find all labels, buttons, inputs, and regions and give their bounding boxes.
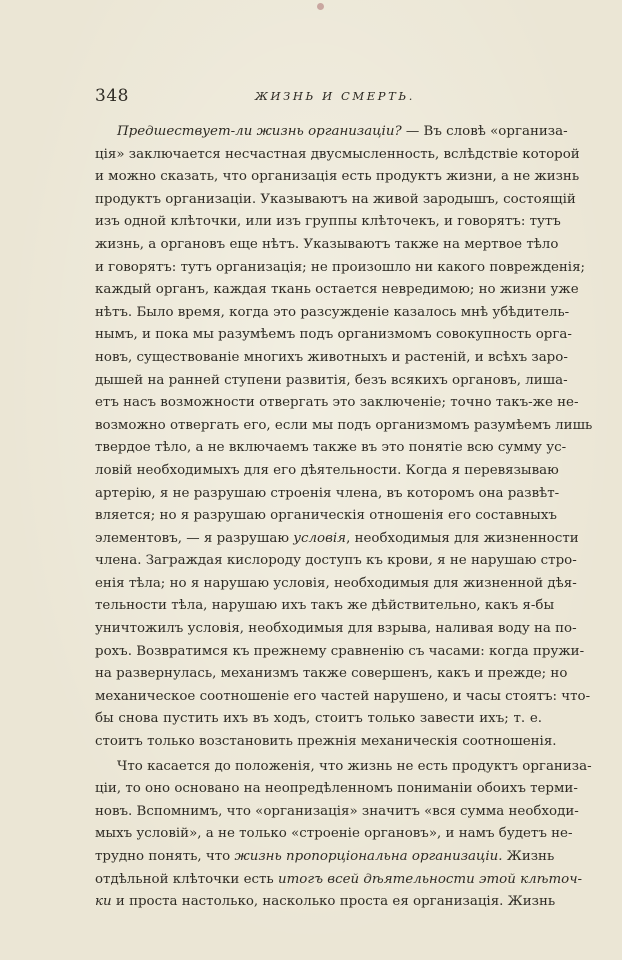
text-line [95, 618, 577, 641]
text-run: механическое соотношеніе его частей нарушено, и часы стоятъ: что- [95, 688, 591, 704]
page-header [95, 86, 555, 110]
italic-text: Предшествует-ли жизнь организаціи? [117, 124, 402, 139]
text-line [95, 189, 576, 212]
text-run: уничтожилъ условія, необходимыя для взрыва, наливая воду на по- [95, 621, 577, 637]
text-line [95, 347, 568, 370]
text-run: мыхъ условій», а не только «строеніе органовъ», и намъ будетъ не- [95, 826, 573, 842]
text-run: жизнь, а органовъ еще нѣтъ. Указываютъ также на мертвое тѣло [95, 236, 559, 252]
paragraph-1 [95, 121, 593, 754]
text-line [95, 324, 572, 347]
text-line [95, 778, 578, 801]
text-run: енія тѣла; но я нарушаю условія, необходимыя для жизненной дѣя- [95, 575, 577, 591]
text-run: нымъ, и пока мы разумѣемъ подъ организмомъ совокупность орга- [95, 327, 572, 343]
text-run: , необходимыя для жизненности [346, 530, 579, 546]
text-line [95, 823, 573, 846]
paragraph-2 [95, 756, 592, 914]
text-run: члена. Заграждая кислороду доступъ къ крови, я не нарушаю стро- [95, 553, 577, 569]
text-run: вляется; но я разрушаю органическія отношенія его составныхъ [95, 508, 557, 524]
text-run: Что касается до положенія, что жизнь не есть продуктъ организа- [117, 758, 592, 774]
text-run: отдѣльной клѣточки есть [95, 871, 278, 887]
text-line [95, 801, 579, 824]
italic-text: жизнь пропорціональна организаціи. [234, 849, 503, 864]
ink-spot [317, 3, 324, 10]
text-run: Жизнь [502, 849, 555, 864]
text-run: каждый органъ, каждая ткань остается невредимою; но жизни уже [95, 282, 579, 298]
running-head: ЖИЗНЬ И СМЕРТЬ. [255, 89, 416, 103]
text-line [95, 846, 555, 869]
text-run: возможно отвергать его, если мы подъ организмомъ разумѣемъ лишь [95, 417, 593, 433]
text-run: дышей на ранней ступени развитія, безъ всякихъ органовъ, лиша- [95, 372, 568, 388]
text-run: твердое тѣло, а не включаемъ также въ это понятіе всю сумму ус- [95, 440, 567, 456]
text-run: ловій необходимыхъ для его дѣятельности. Когда я перевязываю [95, 462, 559, 478]
text-line [95, 121, 568, 144]
italic-text: условія [293, 530, 347, 546]
italic-text: ки [95, 894, 112, 910]
text-line [95, 641, 585, 664]
text-line [95, 573, 577, 596]
text-line [95, 708, 542, 731]
text-run: новъ. Вспомнимъ, что «организація» значитъ «вся сумма необходи- [95, 803, 579, 819]
text-line [95, 257, 586, 280]
text-line [95, 211, 561, 234]
text-run: тельности тѣла, нарушаю ихъ такъ же дѣйствительно, какъ я-бы [95, 598, 555, 614]
text-run: — Въ словѣ «организа- [401, 124, 568, 139]
text-run: нѣтъ. Было время, когда это разсужденіе казалось мнѣ убѣдитель- [95, 304, 570, 320]
text-line [95, 891, 556, 914]
text-line [95, 528, 579, 551]
text-line [95, 505, 557, 528]
text-line [95, 415, 593, 438]
text-line [95, 302, 570, 325]
text-line [95, 731, 557, 754]
text-run: изъ одной клѣточки, или изъ группы клѣточекъ, и говорятъ: тутъ [95, 214, 561, 230]
text-run: рохъ. Возвратимся къ прежнему сравненію съ часами: когда пружи- [95, 643, 585, 659]
text-run: и говорятъ: тутъ организація; не произошло ни какого поврежденія; [95, 259, 586, 275]
text-run: артерію, я не разрушаю строенія члена, въ которомъ она развѣт- [95, 485, 560, 501]
text-line [95, 392, 579, 415]
text-line [95, 595, 555, 618]
text-run: ціи, то оно основано на неопредѣленномъ пониманіи обоихъ терми- [95, 781, 578, 797]
text-line [95, 144, 580, 167]
text-run: ція» заключается несчастная двусмысленность, вслѣдствіе которой [95, 146, 580, 162]
text-line [95, 756, 592, 779]
text-line [95, 460, 559, 483]
text-line [95, 234, 559, 257]
text-run: новъ, существованіе многихъ животныхъ и растеній, и всѣхъ заро- [95, 349, 568, 365]
text-line [95, 663, 568, 686]
page-number: 348 [95, 86, 129, 106]
text-line [95, 550, 577, 573]
text-run: на развернулась, механизмъ также совершенъ, какъ и прежде; но [95, 666, 568, 682]
text-line [95, 166, 580, 189]
text-run: и проста настолько, насколько проста ея организація. Жизнь [111, 894, 556, 910]
text-run: и можно сказать, что организація есть продуктъ жизни, а не жизнь [95, 169, 580, 185]
italic-text: итогъ всей дѣятельности этой клѣточ- [277, 871, 583, 887]
text-line [95, 370, 568, 393]
text-line [95, 279, 579, 302]
text-run: стоитъ только возстановить прежнія механическія соотношенія. [95, 734, 557, 750]
text-run: продуктъ организаціи. Указываютъ на живой зародышъ, состоящій [95, 191, 576, 207]
text-run: бы снова пустить ихъ въ ходъ, стоитъ только завести ихъ; т. е. [95, 711, 542, 727]
text-run: етъ насъ возможности отвергать это заключеніе; точно такъ-же не- [95, 395, 579, 411]
text-line [95, 483, 560, 506]
text-line [95, 437, 567, 460]
text-line [95, 869, 583, 892]
body-text [95, 121, 593, 914]
text-run: трудно понять, что [95, 849, 235, 864]
text-line [95, 686, 591, 709]
text-run: элементовъ, — я разрушаю [95, 530, 294, 546]
